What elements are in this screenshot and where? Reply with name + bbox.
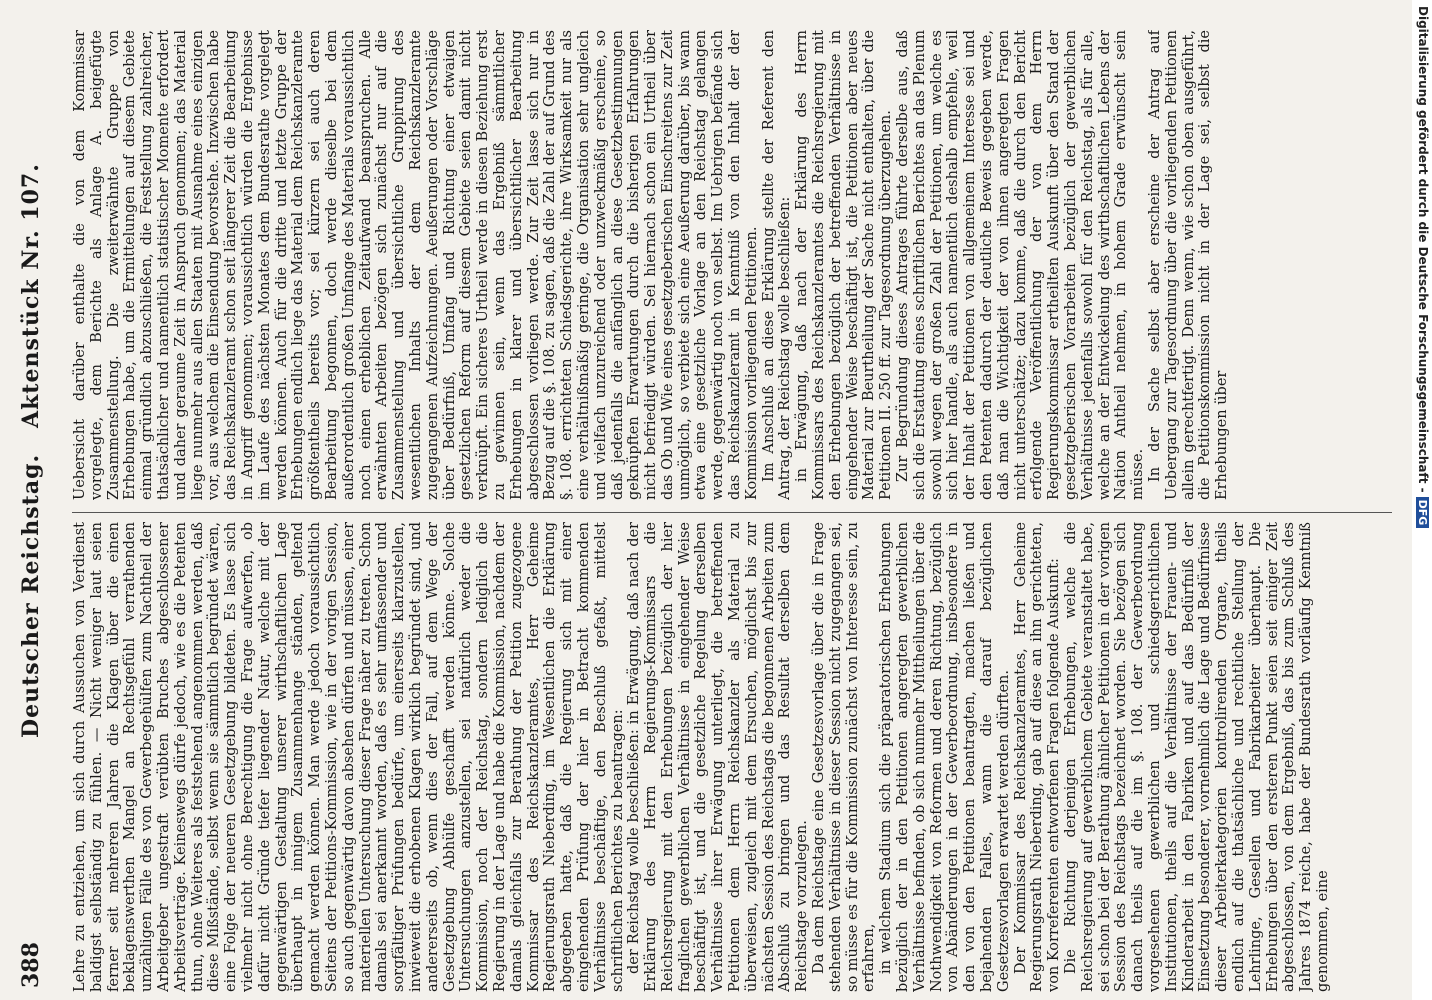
running-title: Deutscher Reichstag. — [18, 453, 44, 738]
paragraph: Lehre zu entziehen, um sich durch Aussuchen von Verdienst baldigst selbständig zu fühlen. — Nicht weniger laut seien ferner seit mehreren Jahren die Klagen über die einen beklagenswerthen Mangel an Rechtsgefühl verrathenden unzähligen Fälle des von Gewerbegehülfen zum Nachtheil der Arbeitgeber ungestraft verübten Bruches abgeschlossener Arbeitsverträge. Keineswegs dürfe jedoch, wie es die Petenten thun, ohne Weiteres als feststehend angenommen werden, daß diese Mißstände, selbst wenn sie sämmtlich begründet wären, eine Folge der neueren Gesetzgebung bildeten. Es lasse sich vielmehr nicht ohne Berechtigung die Frage aufwerfen, ob dafür nicht Gründe tiefer liegender Natur, welche mit der gegenwärtigen Gestaltung unserer wirthschaftlichen Lage überhaupt in innigem Zusammenhange ständen, geltend gemacht werden können. Man werde jedoch voraussichtlich Seitens der Petitions-Kommission, wie in der vorigen Session, so auch gegenwärtig davon absehen dürfen und müssen, einer materiellen Untersuchung dieser Frage näher zu treten. Schon damals sei anerkannt worden, daß es sehr umfassender und sorgfältiger Prüfungen bedürfe, um einerseits klarzustellen, inwieweit die erhobenen Klagen wirklich begründet sind, und andererseits ob, wenn dies der Fall, auf dem Wege der Gesetzgebung Abhülfe geschafft werden könne. Solche Untersuchungen anzustellen, sei natürlich weder die Kommission, noch der Reichstag, sondern lediglich die Regierung in der Lage und habe die Kommission, nachdem der damals gleichfalls zur Berathung der Petition zugezogene Kommissar des Reichskanzleramtes, Herr Geheime Regierungsrath Nieberding, im Wesentlichen die Erklärung abgegeben hatte, daß die Regierung sich mit einer eingehenden Prüfung der hier in Betracht kommenden Verhältnisse beschäftige, den Beschluß gefaßt, mittelst schriftlichen Berichtes zu beantragen: — [72, 522, 626, 992]
paragraph: Zur Begründung dieses Antrages führte derselbe aus, daß sich die Erstattung eines schriftlichen Berichtes an das Plenum sowohl wegen der großen Zahl der Petitionen, um welche es sich hier handle, als auch namentlich deshalb empfehle, weil der Inhalt der Petitionen von allgemeinem Interesse sei und den Petenten dadurch der deutliche Beweis gegeben werde, daß man die Wichtigkeit der von ihnen angeregten Fragen nicht unterschätze; dazu komme, daß die durch den Bericht erfolgende Veröffentlichung der von dem Herrn Regierungskommissar ertheilten Auskunft über den Stand der gesetzgeberischen Vorarbeiten bezüglich der gewerblichen Verhältnisse jedenfalls sowohl für den Reichstag, als für alle, welche an der Entwickelung des wirthschaftlichen Lebens der Nation Antheil nehmen, in hohem Grade erwünscht sein müsse. — [895, 30, 1147, 500]
paragraph: der Reichstag wolle beschließen: in Erwägung, daß nach der Erklärung des Herrn Regierungs-Kommissars die Reichsregierung mit den Erhebungen bezüglich der hier fraglichen gewerblichen Verhältnisse in eingehender Weise beschäftigt ist, und die gesetzliche Regelung derselben Verhältnisse ihrer Erwägung unterliegt, die betreffenden Petitionen dem Herrn Reichskanzler als Material zu überweisen, zugleich mit dem Ersuchen, möglichst bis zur nächsten Session des Reichstags die begonnenen Arbeiten zum Abschluß zu bringen und das Resultat derselben dem Reichstage vorzulegen. — [626, 522, 811, 992]
digitization-credit — [1416, 6, 1430, 606]
paragraph: In der Sache selbst aber erscheine der Antrag auf Uebergang zur Tagesordnung über die vorliegenden Petitionen allein gerechtfertigt. Denn wenn, wie schon oben ausgeführt, die Petitionskommission nicht in der Lage sei, selbst die Erhebungen über — [1147, 30, 1231, 500]
paragraph: Der Kommissar des Reichskanzleramtes, Herr Geheime Regierungsrath Nieberding, gab auf diese an ihn gerichteten, von Korreferenten entworfenen Fragen folgende Auskunft: — [1012, 522, 1063, 992]
text-column-left — [72, 522, 1397, 992]
paragraph: Da dem Reichstage eine Gesetzesvorlage über die in Frage stehenden Verhältnisse in dieser Session nicht zugegangen sei, so müsse es für die Kommission zunächst von Interesse sein, zu erfahren, — [811, 522, 878, 992]
dfg-logo: DFG — [1416, 497, 1429, 529]
text-column-right — [72, 30, 1397, 500]
page-header — [18, 46, 58, 988]
document-title: Aktenstück Nr. 107. — [18, 163, 44, 428]
paragraph: in Erwägung, daß nach der Erklärung des Herrn Kommissars des Reichskanzleramtes die Reichsregierung mit den Erhebungen bezüglich der betreffenden Verhältnisse in eingehender Weise beschäftigt ist, die Petitionen aber neues Material zur Beurtheilung der Sache nicht enthalten, über die Petitionen II. 250 ff. zur Tagesordnung überzugehen. — [794, 30, 895, 500]
column-divider — [72, 512, 1392, 513]
credit-text: Digitalisierung gefördert durch die Deutsche Forschungsgemeinschaft - — [1416, 6, 1430, 493]
paragraph: Uebersicht darüber enthalte die von dem Kommissar vorgelegte, dem Berichte als Anlage A. beigefügte Zusammenstellung. Die zweiterwähnte Gruppe von Erhebungen habe, um die Ermittelungen auf diesem Gebiete einmal gründlich abzuschließen, die Feststellung zahlreicher, thatsächlicher und namentlich statistischer Momente erfordert und daher geraume Zeit in Anspruch genommen; das Material liege nunmehr aus allen Staaten mit Ausnahme eines einzigen vor, aus welchem die Einsendung bevorstehe. Inzwischen habe das Reichskanzleramt schon seit längerer Zeit die Bearbeitung in Angriff genommen; voraussichtlich würden die Ergebnisse im Laufe des nächsten Monates dem Bundesrathe vorgelegt werden können. Auch für die dritte und letzte Gruppe der Erhebungen endlich liege das Material dem Reichskanzleramte größtentheils bereits vor; sei kürzern sei auch deren Bearbeitung begonnen, doch werde dieselbe bei dem außerordentlich großen Umfange des Materials voraussichtlich noch einen erheblichen Zeitaufwand beanspruchen. Alle erwähnten Arbeiten bezögen sich zunächst nur auf die Zusammenstellung und übersichtliche Gruppirung des wesentlichen Inhalts der dem Reichskanzleramte zugegangenen Aufzeichnungen. Aeußerungen oder Vorschläge über Bedürfniß, Umfang und Richtung einer etwaigen gesetzlichen Reform auf diesem Gebiete seien damit nicht verknüpft. Ein sicheres Urtheil werde in diesen Beziehung erst zu gewinnen sein, wenn das Ergebniß sämmtlicher Erhebungen in klarer und übersichtlicher Bearbeitung abgeschlossen vorliegen werde. Zur Zeit lasse sich nur in Bezug auf die §. 108. zu sagen, daß die Zahl der auf Grund des §. 108. errichteten Schiedsgerichte, ihre Wirksamkeit nur als eine verhältnißmäßig geringe, die Organisation sehr ungleich und vielfach unzureichend oder unzweckmäßig erscheine, so daß jedenfalls die anfänglich an diese Gesetzbestimmungen geknüpften Erwartungen durch die bisherigen Erfahrungen nicht befriedigt würden. Sei hiernach schon ein Urtheil über das Ob und Wie eines gesetzgeberischen Einschreitens zur Zeit unmöglich, so verbiete sich eine Aeußerung darüber, bis wann etwa eine gesetzliche Vorlage an den Reichstag gelangen werde, gegenwärtig noch von selbst. Im Uebrigen befände sich das Reichskanzleramt in Kenntniß von den Inhalt der der Kommission vorliegenden Petitionen. — [72, 30, 760, 500]
paragraph: Im Anschluß an diese Erklärung stellte der Referent den Antrag, der Reichstag wolle beschließen: — [760, 30, 794, 500]
page-number: 388 — [18, 942, 44, 988]
paragraph: in welchem Stadium sich die präparatorischen Erhebungen bezüglich der in den Petitionen angeregten gewerblichen Verhältnisse befinden, ob sich nunmehr Mittheilungen über die Nothwendigkeit von Reformen und deren Richtung, bezüglich von Abänderungen in der Gewerbeordnung, insbesondere in den von den Petitionen beantragten, machen ließen und bejahenden Falles, wann die darauf bezüglichen Gesetzesvorlagen erwartet werden dürften. — [878, 522, 1012, 992]
paragraph: Die Richtung derjenigen Erhebungen, welche die Reichsregierung auf gewerblichem Gebiete veranstaltet habe, sei schon bei der Berathung ähnlicher Petitionen in der vorigen Session des Reichstags bezeichnet worden. Sie bezögen sich danach theils auf die im §. 108. der Gewerbeordnung vorgesehenen gewerblichen und schiedsgerichtlichen Institutionen, theils auf die Verhältnisse der Frauen- und Kinderarbeit in den Fabriken und auf das Bedürfniß der Einsetzung besonderer, vornehmlich die Lage und Bedürfnisse dieser Arbeiterkategorien kontrolirenden Organe, theils endlich auf die thatsächliche und rechtliche Stellung der Lehrlinge, Gesellen und Fabrikarbeiter überhaupt. Die Erhebungen über den ersteren Punkt seien seit einiger Zeit abgeschlossen, von dem Ergebniß, das bis zum Schluß des Jahres 1874 reiche, habe der Bundesrath vorläufig Kenntniß genommen, eine — [1063, 522, 1331, 992]
